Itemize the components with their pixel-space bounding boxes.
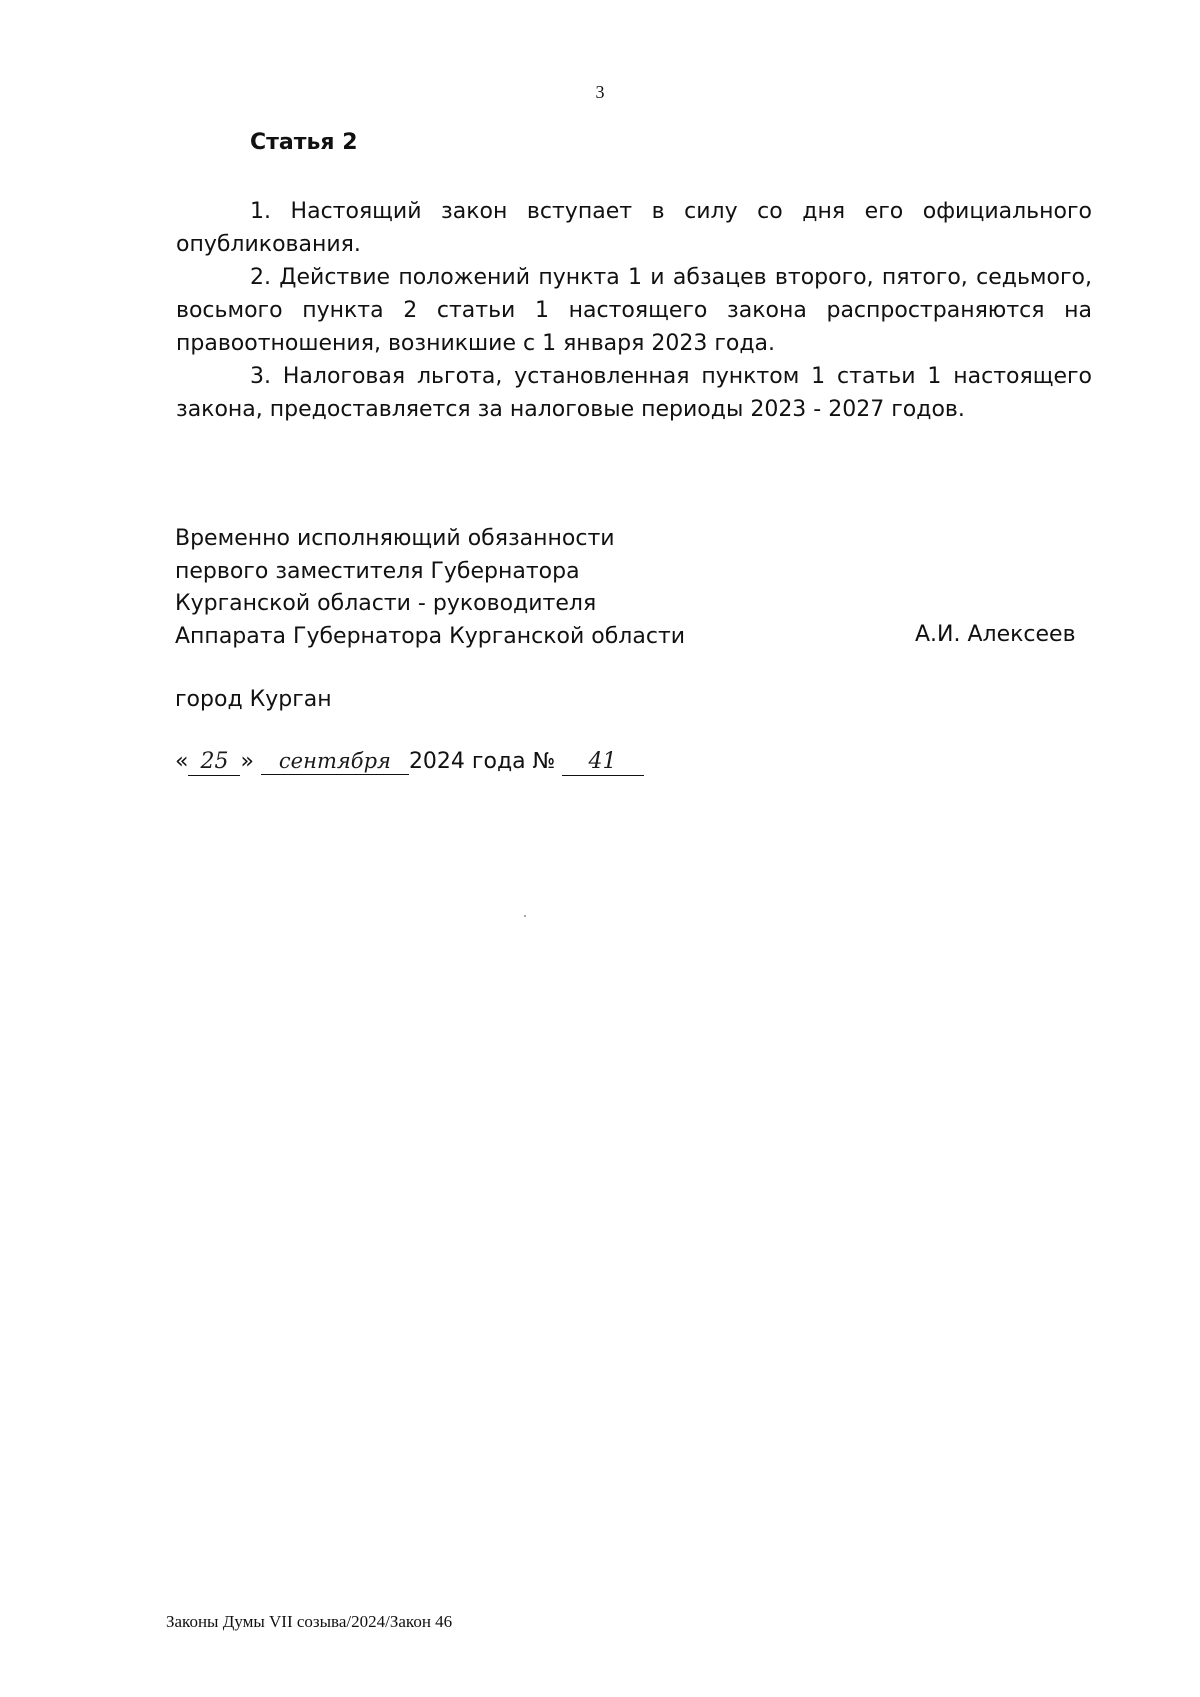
position-line-3: Курганской области - руководителя	[175, 591, 597, 616]
position-line-2: первого заместителя Губернатора	[175, 558, 580, 584]
article-body	[176, 195, 1092, 426]
scan-artifact	[524, 915, 526, 917]
page-number: 3	[595, 82, 605, 102]
date-year-text: 2024 года №	[408, 749, 556, 774]
date-open-quote: «	[175, 749, 189, 774]
law-number-handwritten: 41	[562, 749, 644, 776]
date-month-handwritten: сентября	[261, 748, 409, 775]
signer-name: А.И. Алексеев	[915, 622, 1076, 647]
article-paragraph-1: 1. Настоящий закон вступает в силу со дня его официального опубликования.	[176, 199, 1092, 257]
date-close-quote: »	[240, 749, 254, 774]
article-heading: Статья 2	[250, 130, 358, 155]
article-paragraph-3: 3. Налоговая льгота, установленная пунктом 1 статьи 1 настоящего закона, предоставляется за налоговые периоды 2023 - 2027 годов.	[176, 364, 1092, 422]
article-paragraph-2: 2. Действие положений пункта 1 и абзацев второго, пятого, седьмого, восьмого пункта 2 статьи 1 настоящего закона распространяются на правоотношения, возникшие с 1 января 2023 года.	[176, 265, 1092, 356]
position-line-1: Временно исполняющий обязанности	[175, 526, 615, 551]
city: город Курган	[175, 687, 332, 712]
position-line-4: Аппарата Губернатора Курганской области	[175, 623, 686, 649]
document-footer: Законы Думы VII созыва/2024/Закон 46	[166, 1612, 453, 1631]
date-line	[175, 748, 644, 776]
signatory-position	[175, 523, 685, 653]
date-day-handwritten: 25	[188, 749, 240, 776]
